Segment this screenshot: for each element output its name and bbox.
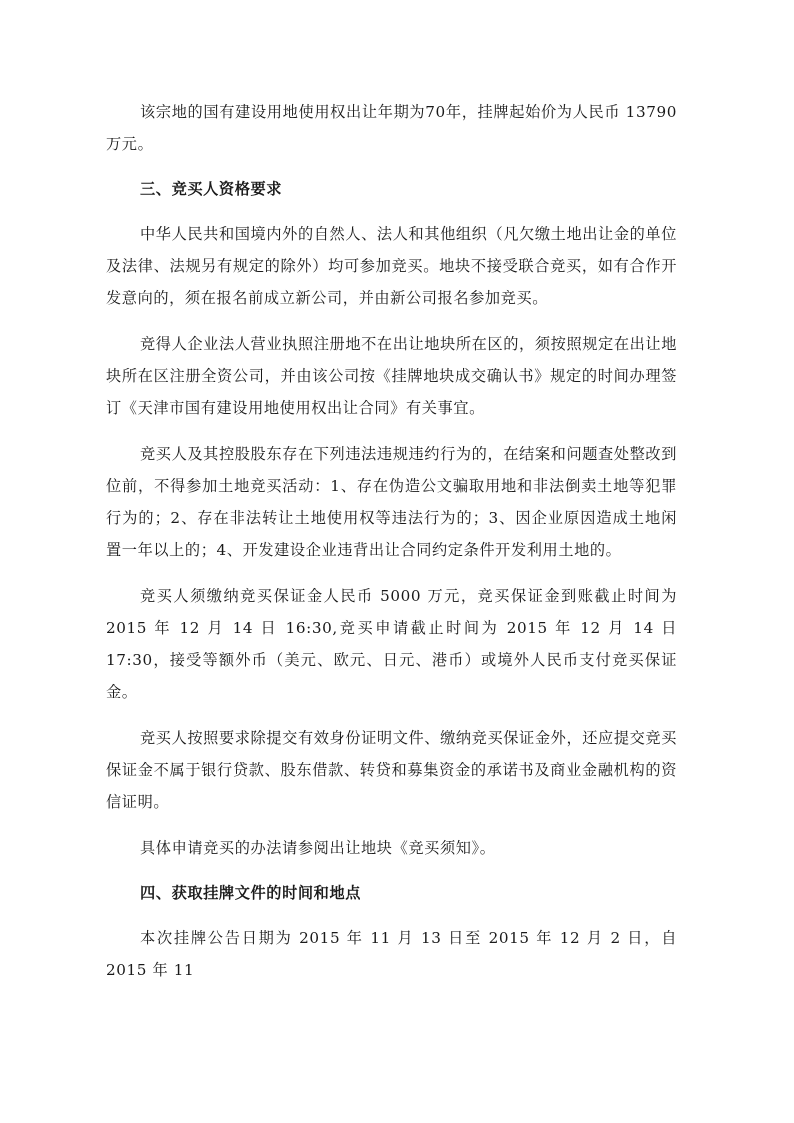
paragraph-notice-reference: 具体申请竞买的办法请参阅出让地块《竞买须知》。 — [140, 839, 496, 857]
paragraph-violations: 竞买人及其控股股东存在下列违法违规违约行为的，在结案和问题查处整改到位前，不得参加土地竞买活动：1、存在伪造公文骗取用地和非法倒卖土地等犯罪行为的；2、存在非法转让土地使用权等违法行为的；3、因企业原因造成土地闲置一年以上的；4、开发建设企业违背出让合同约定条件开发利用土地的。 — [106, 445, 677, 559]
paragraph-announcement-dates: 本次挂牌公告日期为 2015 年 11 月 13 日至 2015 年 12 月 2 日，自 2015 年 11 — [106, 929, 677, 979]
paragraph-documents: 竞买人按照要求除提交有效身份证明文件、缴纳竞买保证金外，还应提交竞买保证金不属于银行贷款、股东借款、转贷和募集资金的承诺书及商业金融机构的资信证明。 — [106, 729, 677, 811]
paragraph-term-and-price: 该宗地的国有建设用地使用权出让年期为70年，挂牌起始价为人民币 13790 万元。 — [106, 103, 677, 153]
paragraph-eligibility: 中华人民共和国境内外的自然人、法人和其他组织（凡欠缴土地出让金的单位及法律、法规另有规定的除外）均可参加竞买。地块不接受联合竞买，如有合作开发意向的，须在报名前成立新公司，并由新公司报名参加竞买。 — [106, 225, 677, 307]
section-heading-4: 四、获取挂牌文件的时间和地点 — [140, 884, 362, 902]
document-page — [106, 96, 677, 986]
paragraph-deposit: 竞买人须缴纳竞买保证金人民币 5000 万元，竞买保证金到账截止时间为 2015 年 12 月 14 日 16:30,竞买申请截止时间为 2015 年 12 月 14 日 17:30，接受等额外币（美元、欧元、日元、港币）或境外人民币支付竞买保证金。 — [106, 587, 677, 701]
paragraph-registration: 竞得人企业法人营业执照注册地不在出让地块所在区的，须按照规定在出让地块所在区注册全资公司，并由该公司按《挂牌地块成交确认书》规定的时间办理签订《天津市国有建设用地使用权出让合同》有关事宜。 — [106, 335, 677, 417]
section-heading-3: 三、竞买人资格要求 — [140, 180, 283, 198]
